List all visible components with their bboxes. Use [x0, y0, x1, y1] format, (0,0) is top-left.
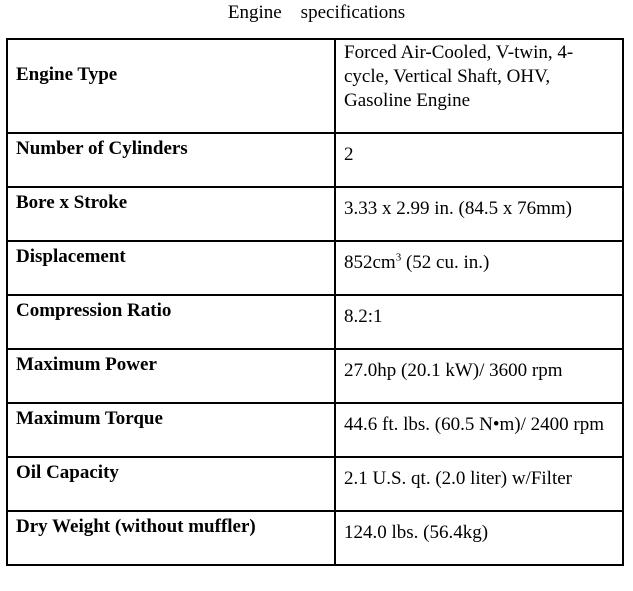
- spec-label: Compression Ratio: [16, 300, 172, 321]
- spec-value-cell: [335, 457, 623, 511]
- spec-value: 3.33 x 2.99 in. (84.5 x 76mm): [344, 198, 572, 219]
- spec-label-cell: [7, 187, 335, 241]
- table-row: [7, 241, 623, 295]
- spec-value-cell: [335, 133, 623, 187]
- table-row: [7, 187, 623, 241]
- spec-value-cell: [335, 187, 623, 241]
- displacement-value: 852cm: [344, 252, 396, 273]
- spec-label-cell: [7, 241, 335, 295]
- spec-label: Displacement: [16, 246, 126, 267]
- spec-label: Dry Weight (without muffler): [16, 516, 256, 537]
- spec-label-cell: [7, 349, 335, 403]
- spec-label: Engine Type: [16, 64, 118, 85]
- spec-value: 8.2:1: [344, 306, 383, 327]
- spec-value: [344, 242, 614, 275]
- spec-value-cell: [335, 241, 623, 295]
- spec-label: Maximum Power: [16, 354, 157, 375]
- table-row: [7, 39, 623, 133]
- spec-value: 124.0 lbs. (56.4kg): [344, 522, 489, 543]
- displacement-value-suffix: (52 cu. in.): [401, 252, 490, 273]
- spec-value-cell: [335, 349, 623, 403]
- table-row: [7, 403, 623, 457]
- spec-value: 44.6 ft. lbs. (60.5 N•m)/ 2400 rpm: [344, 414, 604, 435]
- spec-value: 2: [344, 144, 354, 165]
- spec-value-cell: [335, 39, 623, 133]
- spec-value-cell: [335, 511, 623, 565]
- table-row: [7, 133, 623, 187]
- spec-value: Forced Air-Cooled, V-twin, 4-cycle, Vertical Shaft, OHV, Gasoline Engine: [344, 42, 574, 111]
- spec-label: Bore x Stroke: [16, 192, 128, 213]
- spec-label-cell: [7, 295, 335, 349]
- spec-label-cell: [7, 133, 335, 187]
- spec-label: Number of Cylinders: [16, 138, 188, 159]
- spec-value-cell: [335, 295, 623, 349]
- spec-label: Oil Capacity: [16, 462, 119, 483]
- superscript-exponent: 3: [395, 251, 402, 264]
- spec-label-cell: [7, 457, 335, 511]
- table-row: [7, 349, 623, 403]
- spec-label: Maximum Torque: [16, 408, 163, 429]
- spec-label-cell: [7, 403, 335, 457]
- table-caption: Engine specifications: [227, 2, 406, 23]
- spec-label-cell: [7, 511, 335, 565]
- spec-value-cell: [335, 403, 623, 457]
- table-row: [7, 511, 623, 565]
- spec-label-cell: [7, 39, 335, 133]
- table-row: [7, 457, 623, 511]
- table-row: [7, 295, 623, 349]
- spec-value: 27.0hp (20.1 kW)/ 3600 rpm: [344, 360, 563, 381]
- spec-value: 2.1 U.S. qt. (2.0 liter) w/Filter: [344, 468, 572, 489]
- engine-specifications-table: [6, 38, 624, 566]
